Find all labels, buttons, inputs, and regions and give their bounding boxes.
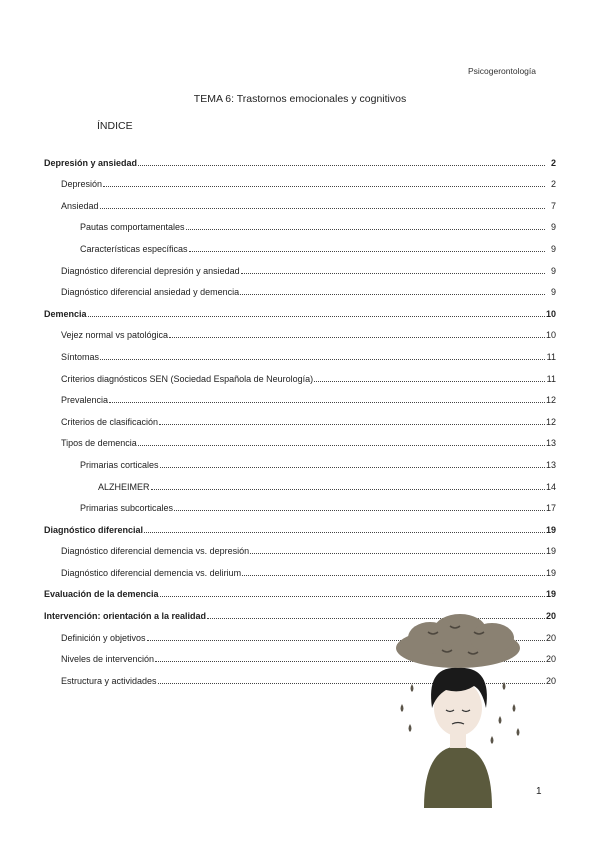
toc-entry-title: Características específicas (80, 243, 188, 254)
toc-entry[interactable] (44, 340, 556, 362)
toc-entry[interactable] (44, 513, 556, 535)
toc-entry-title: Prevalencia (61, 395, 109, 406)
toc-leader-dots (88, 316, 545, 317)
toc-leader-dots (241, 273, 545, 274)
toc-entry-title: Criterios de clasificación (61, 416, 159, 427)
toc-entry-title: Pautas comportamentales (80, 222, 185, 233)
toc-entry[interactable] (44, 254, 556, 276)
toc-entry-title: Evaluación de la demencia (44, 589, 159, 600)
toc-entry-title: Primarias corticales (80, 459, 159, 470)
toc-leader-dots (138, 165, 545, 166)
index-heading: ÍNDICE (97, 120, 133, 132)
sad-person-rain-cloud-icon (388, 612, 528, 808)
toc-entry-page: 10 (545, 330, 556, 341)
toc-entry[interactable] (44, 211, 556, 233)
toc-entry-title: Ansiedad (61, 200, 99, 211)
toc-entry[interactable] (44, 405, 556, 427)
table-of-contents (44, 146, 556, 686)
toc-entry-title: Intervención: orientación a la realidad (44, 611, 207, 622)
toc-entry-page: 20 (545, 632, 556, 643)
toc-entry-page: 12 (545, 395, 556, 406)
toc-entry-title: Diagnóstico diferencial demencia vs. depresión (61, 546, 250, 557)
toc-leader-dots (144, 532, 545, 533)
toc-entry-title: Criterios diagnósticos SEN (Sociedad Española de Neurología) (61, 373, 314, 384)
toc-entry-title: Demencia (44, 308, 87, 319)
toc-entry[interactable] (44, 362, 556, 384)
toc-leader-dots (138, 445, 545, 446)
toc-entry[interactable] (44, 427, 556, 449)
toc-entry-title: Depresión (61, 179, 103, 190)
toc-entry-page: 2 (550, 157, 556, 168)
toc-entry[interactable] (44, 146, 556, 168)
toc-entry-page: 9 (550, 222, 556, 233)
toc-entry[interactable] (44, 232, 556, 254)
toc-entry-title: Primarias subcorticales (80, 503, 174, 514)
toc-leader-dots (160, 596, 545, 597)
page-header-subject: Psicogerontología (467, 66, 536, 76)
toc-entry-title: Síntomas (61, 351, 100, 362)
toc-leader-dots (159, 424, 545, 425)
toc-entry[interactable] (44, 168, 556, 190)
toc-entry[interactable] (44, 535, 556, 557)
toc-entry-title: ALZHEIMER (98, 481, 150, 492)
toc-leader-dots (160, 467, 545, 468)
toc-entry-title: Diagnóstico diferencial ansiedad y demencia (61, 287, 240, 298)
toc-entry-page: 12 (545, 416, 556, 427)
toc-entry-title: Estructura y actividades (61, 675, 157, 686)
toc-entry-page: 11 (546, 373, 556, 384)
toc-entry[interactable] (44, 556, 556, 578)
toc-leader-dots (103, 186, 545, 187)
toc-entry-page: 7 (550, 200, 556, 211)
toc-leader-dots (250, 553, 545, 554)
toc-entry[interactable] (44, 384, 556, 406)
toc-entry[interactable] (44, 297, 556, 319)
toc-entry-title: Diagnóstico diferencial depresión y ansiedad (61, 265, 240, 276)
toc-leader-dots (174, 510, 545, 511)
toc-entry[interactable] (44, 578, 556, 600)
toc-entry[interactable] (44, 492, 556, 514)
toc-entry-page: 17 (545, 503, 556, 514)
toc-leader-dots (240, 294, 545, 295)
toc-entry-title: Vejez normal vs patológica (61, 330, 169, 341)
toc-entry[interactable] (44, 319, 556, 341)
toc-leader-dots (151, 489, 545, 490)
toc-entry-page: 13 (545, 459, 556, 470)
toc-entry-page: 14 (545, 481, 556, 492)
cloud-icon (396, 614, 520, 668)
toc-entry-title: Definición y objetivos (61, 632, 146, 643)
toc-entry-title: Depresión y ansiedad (44, 157, 138, 168)
toc-entry[interactable] (44, 189, 556, 211)
person (424, 668, 492, 808)
toc-entry-page: 9 (550, 243, 556, 254)
toc-entry-page: 11 (546, 351, 556, 362)
toc-leader-dots (314, 381, 545, 382)
toc-entry[interactable] (44, 276, 556, 298)
toc-entry-page: 9 (550, 265, 556, 276)
toc-entry-page: 19 (545, 589, 556, 600)
toc-entry-page: 10 (545, 308, 556, 319)
toc-leader-dots (169, 337, 545, 338)
toc-leader-dots (189, 251, 545, 252)
toc-entry[interactable] (44, 448, 556, 470)
toc-entry-page: 19 (545, 524, 556, 535)
toc-entry-page: 9 (550, 287, 556, 298)
toc-leader-dots (109, 402, 545, 403)
toc-leader-dots (100, 359, 545, 360)
toc-entry-page: 2 (550, 179, 556, 190)
toc-entry-page: 19 (545, 567, 556, 578)
toc-leader-dots (100, 208, 545, 209)
toc-entry-page: 20 (545, 611, 556, 622)
toc-entry-page: 19 (545, 546, 556, 557)
page-number: 1 (536, 786, 542, 797)
toc-entry-page: 20 (545, 654, 556, 665)
toc-entry-page: 13 (545, 438, 556, 449)
toc-entry-title: Diagnóstico diferencial demencia vs. delirium (61, 567, 242, 578)
toc-leader-dots (242, 575, 545, 576)
toc-leader-dots (186, 229, 545, 230)
document-title: TEMA 6: Trastornos emocionales y cognitivos (193, 93, 407, 105)
toc-entry-title: Tipos de demencia (61, 438, 137, 449)
toc-entry[interactable] (44, 470, 556, 492)
toc-entry-title: Niveles de intervención (61, 654, 155, 665)
toc-entry-page: 20 (545, 675, 556, 686)
toc-entry-title: Diagnóstico diferencial (44, 524, 144, 535)
